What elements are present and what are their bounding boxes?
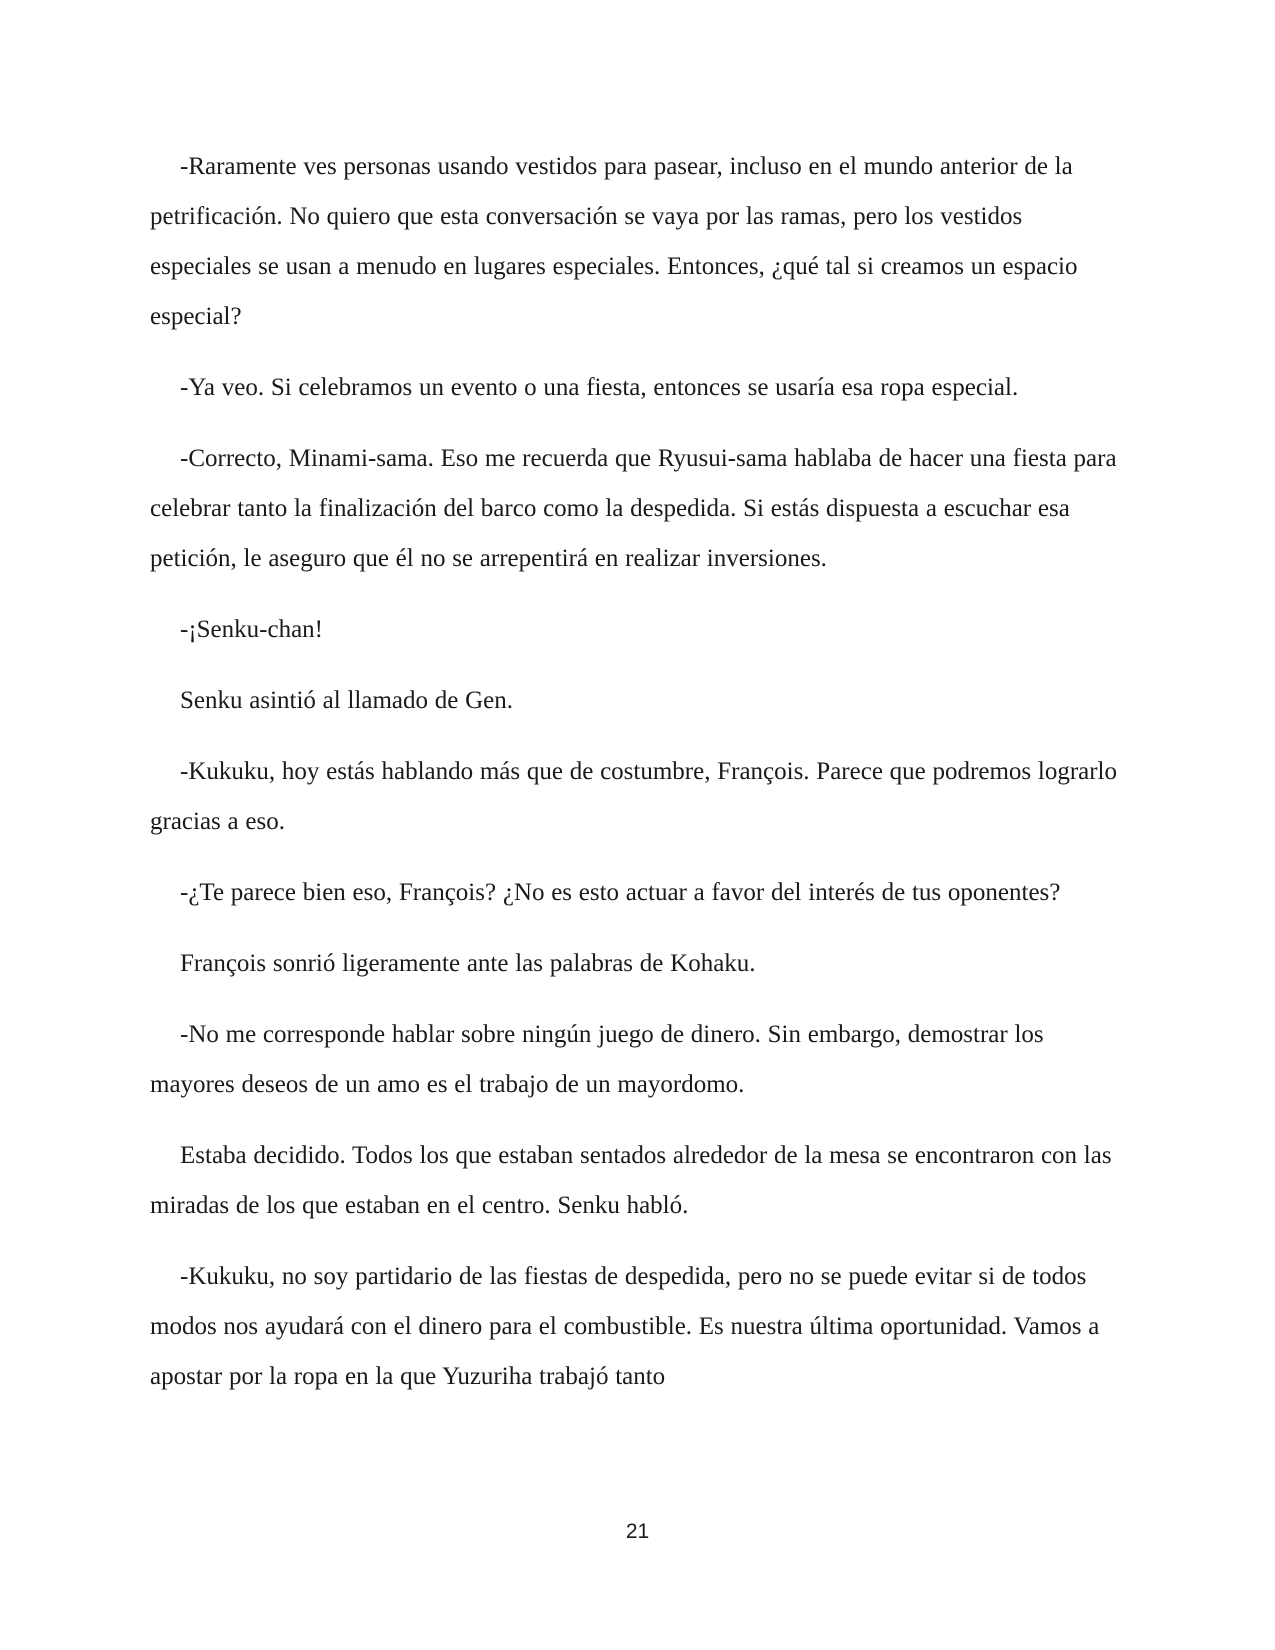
page-number: 21: [625, 1520, 650, 1543]
paragraph: Estaba decidido. Todos los que estaban sentados alrededor de la mesa se encontraron con las miradas de los que estaban en el centro. Senku habló.: [150, 1142, 1112, 1219]
paragraph: -¿Te parece bien eso, François? ¿No es esto actuar a favor del interés de tus oponentes?: [180, 879, 1061, 906]
paragraph: -Ya veo. Si celebramos un evento o una fiesta, entonces se usaría esa ropa especial.: [180, 374, 1019, 401]
paragraph: -Correcto, Minami-sama. Eso me recuerda que Ryusui-sama hablaba de hacer una fiesta para celebrar tanto la finalización del barco como la despedida. Si estás dispuesta a escuchar esa petición, le aseguro que él no se arrepentirá en realizar inversiones.: [150, 445, 1117, 572]
paragraph: -¡Senku-chan!: [180, 616, 323, 643]
paragraph: -Raramente ves personas usando vestidos para pasear, incluso en el mundo anterior de la petrificación. No quiero que esta conversación se vaya por las ramas, pero los vestidos especiales se usan a menudo en lugares especiales. Entonces, ¿qué tal si creamos un espacio especial?: [150, 153, 1078, 330]
paragraph: Senku asintió al llamado de Gen.: [180, 687, 513, 714]
paragraph: -Kukuku, hoy estás hablando más que de costumbre, François. Parece que podremos lograrlo gracias a eso.: [150, 758, 1118, 835]
text-body: [150, 142, 1130, 1423]
paragraph: François sonrió ligeramente ante las palabras de Kohaku.: [180, 950, 756, 977]
paragraph: -Kukuku, no soy partidario de las fiestas de despedida, pero no se puede evitar si de todos modos nos ayudará con el dinero para el combustible. Es nuestra última oportunidad. Vamos a apostar por la ropa en la que Yuzuriha trabajó tanto: [150, 1263, 1100, 1390]
paragraph: -No me corresponde hablar sobre ningún juego de dinero. Sin embargo, demostrar los mayores deseos de un amo es el trabajo de un mayordomo.: [150, 1021, 1044, 1098]
